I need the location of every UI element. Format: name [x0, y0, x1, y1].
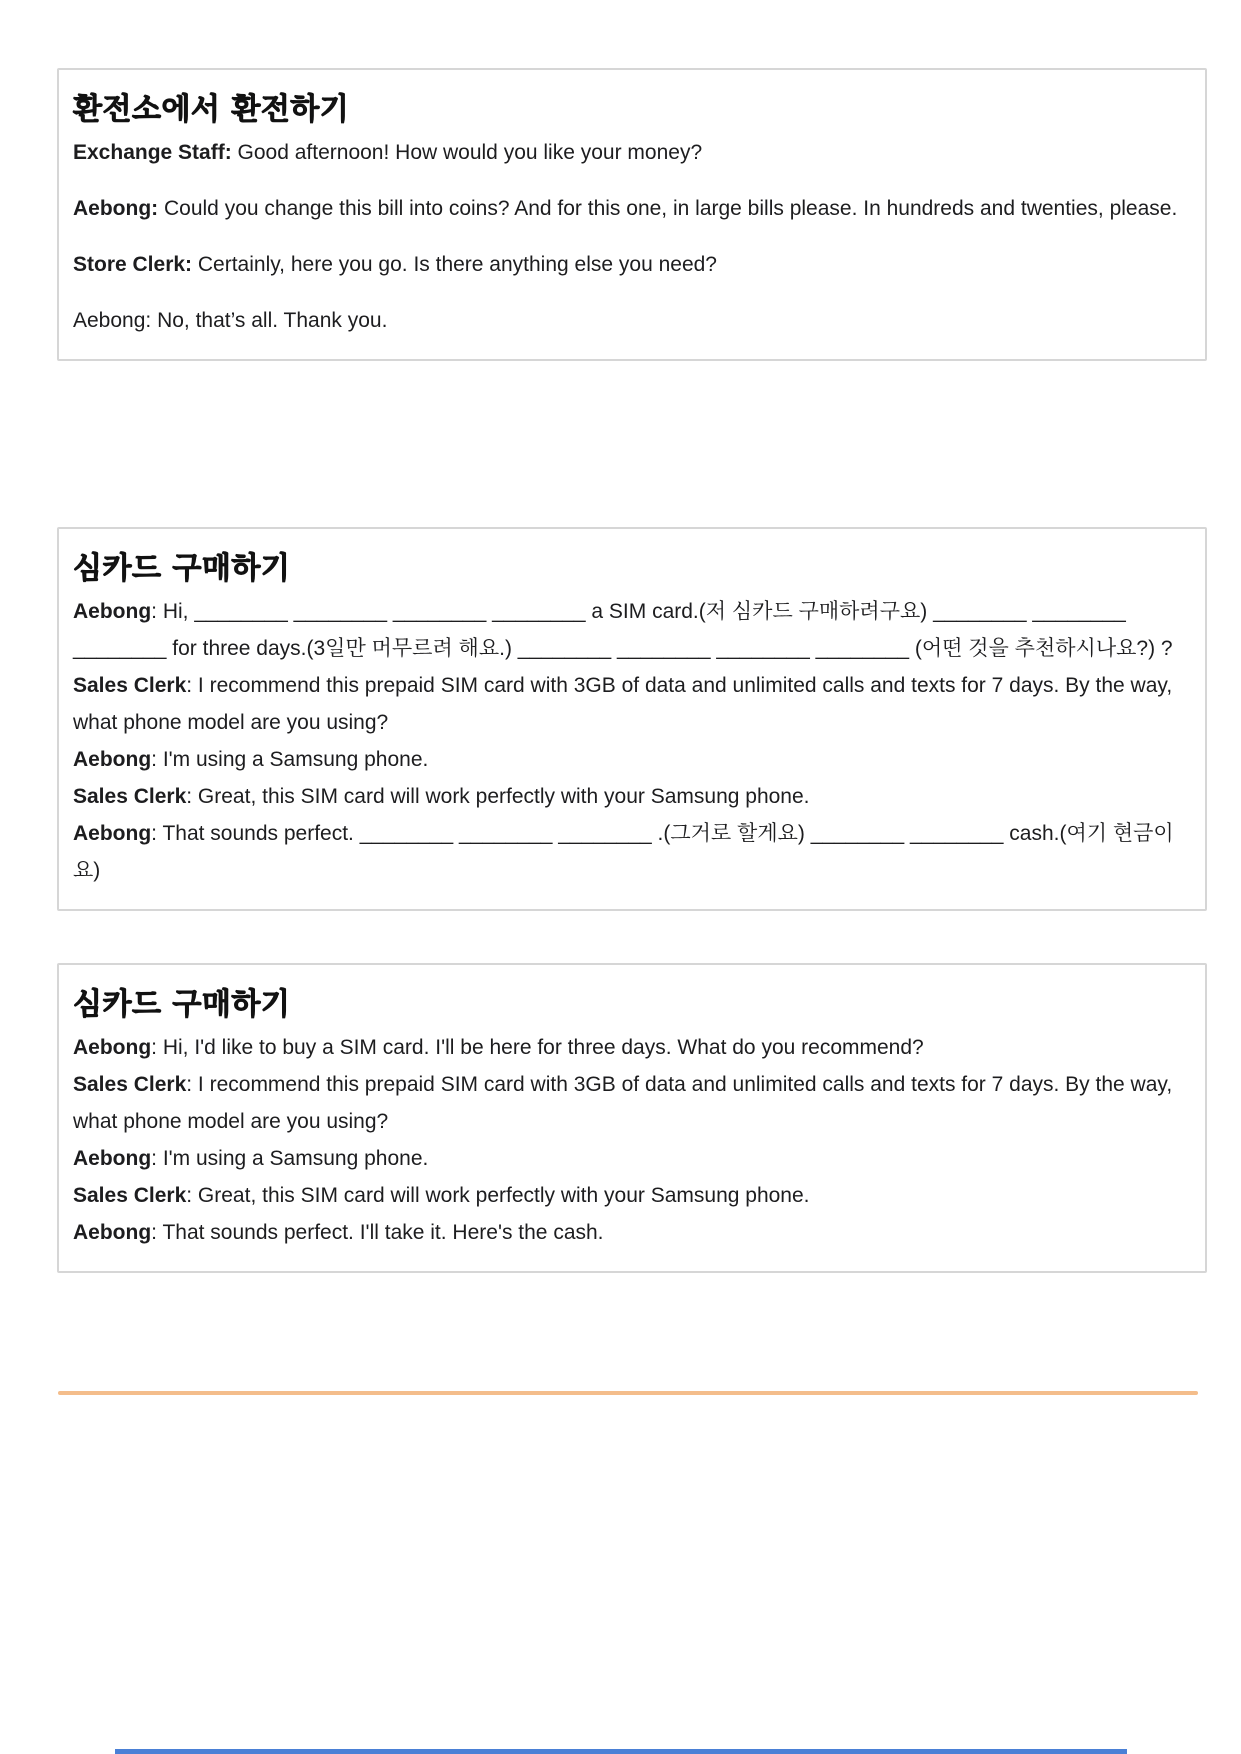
dialogue-text: : Great, this SIM card will work perfectly with your Samsung phone.	[186, 1184, 810, 1207]
speaker-name: Aebong	[73, 822, 152, 845]
dialogue-text: : I recommend this prepaid SIM card with 3GB of data and unlimited calls and texts for 7 days. By the way, what phone model are you using?	[73, 674, 1173, 734]
speaker-name: Store Clerk:	[73, 253, 193, 276]
speaker-name: Aebong	[73, 1221, 152, 1244]
speaker-name: Aebong	[73, 1036, 152, 1059]
dialogue-line	[73, 667, 1187, 741]
dialogue-line	[73, 1177, 1187, 1214]
dialogue-line	[73, 741, 1187, 778]
dialogue-line	[73, 593, 1187, 667]
dialogue-text: No, that’s all. Thank you.	[151, 309, 388, 332]
speaker-name: Aebong:	[73, 309, 152, 332]
speaker-name: Sales Clerk	[73, 785, 187, 808]
dialogue-text: : I recommend this prepaid SIM card with 3GB of data and unlimited calls and texts for 7 days. By the way, what phone model are you using?	[73, 1073, 1173, 1133]
dialogue-line	[73, 815, 1187, 889]
dialogue-line	[73, 1066, 1187, 1140]
orange-divider-line	[58, 1391, 1198, 1395]
speaker-name: Sales Clerk	[73, 674, 187, 697]
dialogue-text: : That sounds perfect. I'll take it. Here's the cash.	[151, 1221, 604, 1244]
speaker-name: Aebong:	[73, 197, 159, 220]
dialogue-line	[73, 190, 1187, 227]
dialogue-line	[73, 1140, 1187, 1177]
dialogue-line	[73, 134, 1187, 171]
dialogue-text: Good afternoon! How would you like your money?	[231, 141, 703, 164]
dialogue-text: : Hi, ________ ________ ________ ________ a SIM card.(저 심카드 구매하려구요) ________ ________ ________ for three days.(3일만 머무르려 해요.) ________ ________ ________ ________ (어떤 것을 추천하시나요?) ?	[73, 600, 1173, 660]
dialogue-text: : I'm using a Samsung phone.	[151, 748, 429, 771]
dialogue-line	[73, 302, 1187, 339]
section-title-simcard-full: 심카드 구매하기	[73, 987, 291, 1022]
speaker-name: Aebong	[73, 748, 152, 771]
dialogue-text: Certainly, here you go. Is there anything else you need?	[192, 253, 717, 276]
dialogue-line	[73, 1029, 1187, 1066]
section-title-simcard-blanks: 심카드 구매하기	[73, 551, 291, 586]
speaker-name: Sales Clerk	[73, 1073, 187, 1096]
speaker-name: Aebong	[73, 600, 152, 623]
dialogue-text: Could you change this bill into coins? And for this one, in large bills please. In hundreds and twenties, please.	[158, 197, 1178, 220]
dialogue-text: : I'm using a Samsung phone.	[151, 1147, 429, 1170]
dialogue-text: : That sounds perfect. ________ ________ ________ .(그거로 할게요) ________ ________ cash.(여기 현금이요)	[73, 822, 1174, 882]
dialogue-text: : Hi, I'd like to buy a SIM card. I'll be here for three days. What do you recommend?	[151, 1036, 924, 1059]
section-title-exchange: 환전소에서 환전하기	[73, 92, 350, 127]
dialogue-line	[73, 1214, 1187, 1251]
dialogue-text: : Great, this SIM card will work perfectly with your Samsung phone.	[186, 785, 810, 808]
simcard-full-dialogue-box	[57, 963, 1207, 1273]
exchange-dialogue-box	[57, 68, 1207, 361]
dialogue-line	[73, 246, 1187, 283]
simcard-fill-in-blanks-box	[57, 527, 1207, 911]
dialogue-line	[73, 778, 1187, 815]
speaker-name: Sales Clerk	[73, 1184, 187, 1207]
speaker-name: Aebong	[73, 1147, 152, 1170]
bottom-blue-bar	[115, 1749, 1127, 1754]
speaker-name: Exchange Staff:	[73, 141, 232, 164]
